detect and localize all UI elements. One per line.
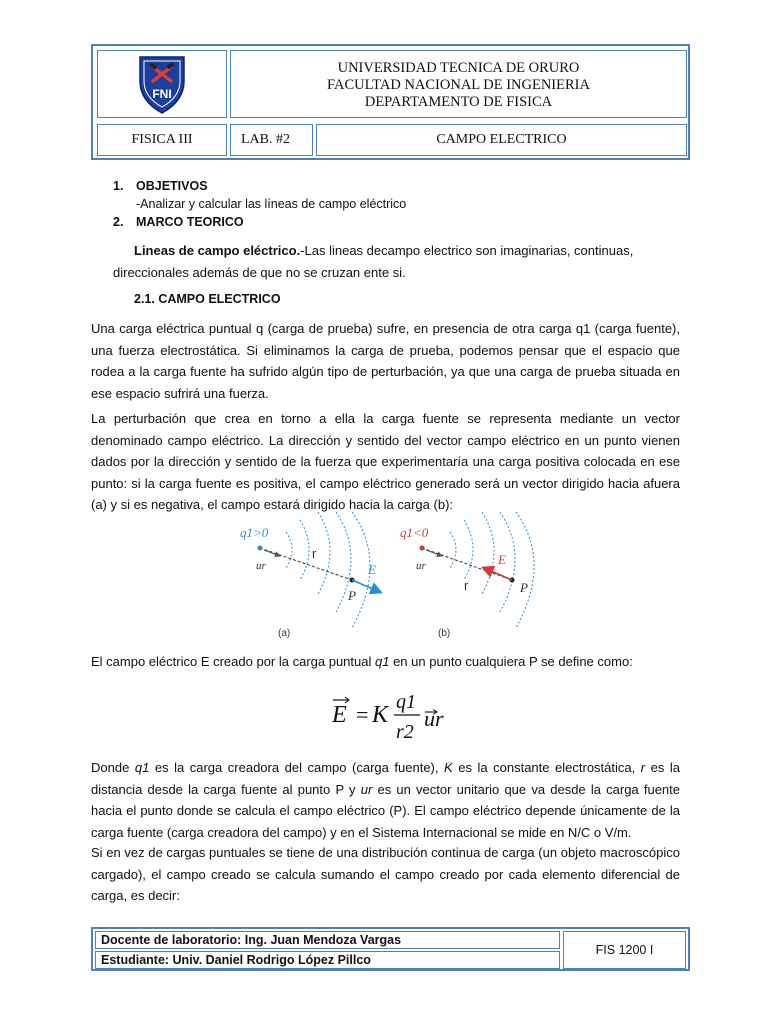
paragraph-5: Si en vez de cargas puntuales se tiene de una distribución continua de carga (un objeto macroscópico cargado), el campo creado se calcula sumando el campo creado por cada elemento diferencial de carga, es decir:	[91, 845, 680, 903]
label-q-negative: q1<0	[400, 525, 429, 540]
caption-a: (a)	[278, 628, 291, 639]
section-marco: 2. MARCO TEORICO	[113, 215, 244, 229]
subsection-title: 2.1. CAMPO ELECTRICO	[134, 292, 281, 306]
objetivos-title: OBJETIVOS	[136, 179, 208, 193]
marco-title: MARCO TEORICO	[136, 215, 244, 229]
symbol-k: K	[444, 760, 453, 775]
symbol-ur: ur	[360, 781, 373, 797]
eq-e: E	[332, 702, 347, 728]
field-equation	[328, 684, 478, 744]
university-name: UNIVERSIDAD TECNICA DE ORURO	[337, 60, 580, 76]
label-r-b: r	[464, 578, 469, 593]
lineas-term: Lineas de campo eléctrico.	[134, 243, 301, 258]
paragraph-1: Una carga eléctrica puntual q (carga de prueba) sufre, en presencia de otra carga q1 (carga fuente), una fuerza electrostática. Si eliminamos la carga de prueba, podemos pensar que el espacio que rodea a la carga fuente ha sufrido algún tipo de perturbación, ya que una carga de prueba situada en ese espacio sufrirá una fuerza.	[91, 321, 680, 401]
faculty-name: FACULTAD NACIONAL DE INGENIERIA	[327, 77, 590, 93]
label-q-positive: q1>0	[240, 525, 269, 540]
section-objetivos: 1. OBJETIVOS	[113, 179, 208, 193]
fni-logo	[98, 51, 226, 117]
objetivos-text: -Analizar y calcular las líneas de campo eléctrico	[136, 197, 407, 211]
footer-code: FIS 1200 I	[563, 931, 686, 969]
footer-box	[91, 927, 690, 971]
eq-unit-vector: ur	[424, 706, 444, 731]
eq-numerator: q1	[396, 691, 416, 713]
footer-estudiante: Estudiante: Univ. Daniel Rodrigo López Pillco	[95, 951, 560, 969]
label-p-b: P	[520, 580, 528, 595]
label-ur-a: ur	[256, 560, 266, 572]
symbol-q1-b: q1	[134, 760, 150, 775]
label-e-a: E	[368, 562, 376, 577]
label-e-b: E	[498, 552, 506, 567]
lab-cell: LAB. #2	[230, 124, 313, 156]
electric-field-figure	[236, 512, 556, 644]
lineas-line1: Lineas de campo eléctrico.-Las lineas decampo electrico son imaginarias, continuas,	[134, 243, 634, 258]
course-cell: FISICA III	[97, 124, 227, 156]
figure-a	[240, 512, 380, 639]
institution-cell	[230, 50, 687, 118]
topic-cell: CAMPO ELECTRICO	[316, 124, 687, 156]
eq-denominator: r2	[396, 721, 414, 743]
header-box	[91, 44, 690, 160]
footer-docente: Docente de laboratorio: Ing. Juan Mendoza Vargas	[95, 931, 560, 949]
lineas-line2: direccionales además de que no se cruzan ente si.	[113, 265, 406, 280]
paragraph-2: La perturbación que crea en torno a ella la carga fuente se representa mediante un vector denominado campo eléctrico. La dirección y sentido del vector campo eléctrico en un punto vienen dados por la dirección y sentido de la fuerza que experimentaría una carga positiva colocada en ese punto: si la carga fuente es positiva, el campo eléctrico generado será un vector dirigido hacia afuera (a) y si es negativa, el campo estará dirigido hacia la carga (b):	[91, 411, 680, 512]
caption-b: (b)	[438, 628, 451, 639]
logo-cell	[97, 50, 227, 118]
logo-text: FNI	[152, 87, 172, 101]
symbol-r: r	[640, 760, 646, 775]
paragraph-3: El campo eléctrico E creado por la carga puntual q1 en un punto cualquiera P se define como:	[91, 654, 633, 669]
eq-k: K	[372, 702, 389, 728]
negative-charge	[420, 546, 425, 551]
paragraph-4: Donde q1 es la carga creadora del campo (carga fuente), K es la constante electrostática, r es la distancia desde la carga fuente al punto P y ur es un vector unitario que va desde la carga fuente hacia el punto donde se calcula el campo eléctrico (P). El campo eléctrico depende únicamente de la carga fuente (carga creadora del campo) y en el Sistema Internacional se mide en N/C o V/m.	[91, 760, 681, 840]
label-r-a: r	[312, 546, 317, 561]
positive-charge	[258, 546, 263, 551]
eq-equals: =	[356, 702, 369, 727]
department-name: DEPARTAMENTO DE FISICA	[364, 94, 553, 110]
label-ur-b: ur	[416, 560, 426, 572]
symbol-q1: q1	[375, 654, 390, 669]
label-p-a: P	[348, 588, 356, 603]
figure-b	[400, 512, 534, 639]
